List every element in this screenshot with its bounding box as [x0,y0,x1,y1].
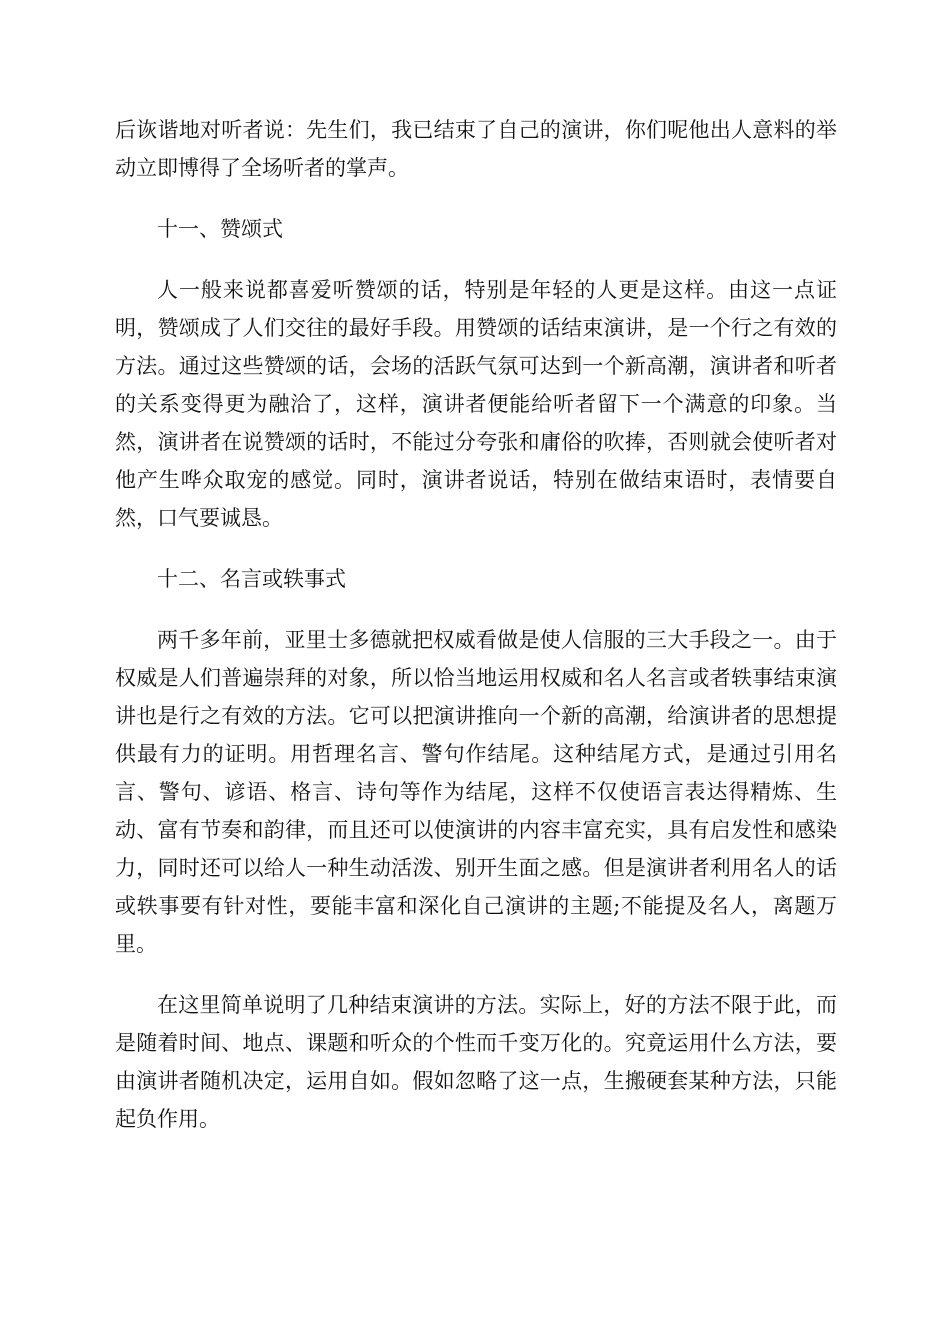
paragraph-quotes-anecdotes-body: 两千多年前，亚里士多德就把权威看做是使人信服的三大手段之一。由于权威是人们普遍崇拜的对象，所以恰当地运用权威和名人名言或者轶事结束演讲也是行之有效的方法。它可以把演讲推向一个新的高潮，给演讲者的思想提供最有力的证明。用哲理名言、警句作结尾。这种结尾方式，是通过引用名言、警句、谚语、格言、诗句等作为结尾，这样不仅使语言表达得精炼、生动、富有节奏和韵律，而且还可以使演讲的内容丰富充实，具有启发性和感染力，同时还可以给人一种生动活泼、别开生面之感。但是演讲者利用名人的话或轶事要有针对性，要能丰富和深化自己演讲的主题;不能提及名人，离题万里。 [115,628,837,956]
paragraph-conclusion: 在这里简单说明了几种结束演讲的方法。实际上，好的方法不限于此，而是随着时间、地点、课题和听众的个性而千变万化的。究竟运用什么方法，要由演讲者随机决定，运用自如。假如忽略了这一点，生搬硬套某种方法，只能起负作用。 [115,993,837,1131]
section-heading-quotes-anecdotes: 十二、名言或轶事式 [157,567,346,591]
paragraph-praise-body: 人一般来说都喜爱听赞颂的话，特别是年轻的人更是这样。由这一点证明，赞颂成了人们交往的最好手段。用赞颂的话结束演讲，是一个行之有效的方法。通过这些赞颂的话，会场的活跃气氛可达到一个新高潮，演讲者和听者的关系变得更为融洽了，这样，演讲者便能给听者留下一个满意的印象。当然，演讲者在说赞颂的话时，不能过分夸张和庸俗的吹捧，否则就会使听者对他产生哗众取宠的感觉。同时，演讲者说话，特别在做结束语时，表情要自然，口气要诚恳。 [115,278,837,530]
document-body [115,111,837,1161]
paragraph-intro-continuation: 后诙谐地对听者说：先生们，我已结束了自己的演讲，你们呢他出人意料的举动立即博得了全场听者的掌声。 [115,118,837,180]
section-heading-praise: 十一、赞颂式 [157,217,283,241]
